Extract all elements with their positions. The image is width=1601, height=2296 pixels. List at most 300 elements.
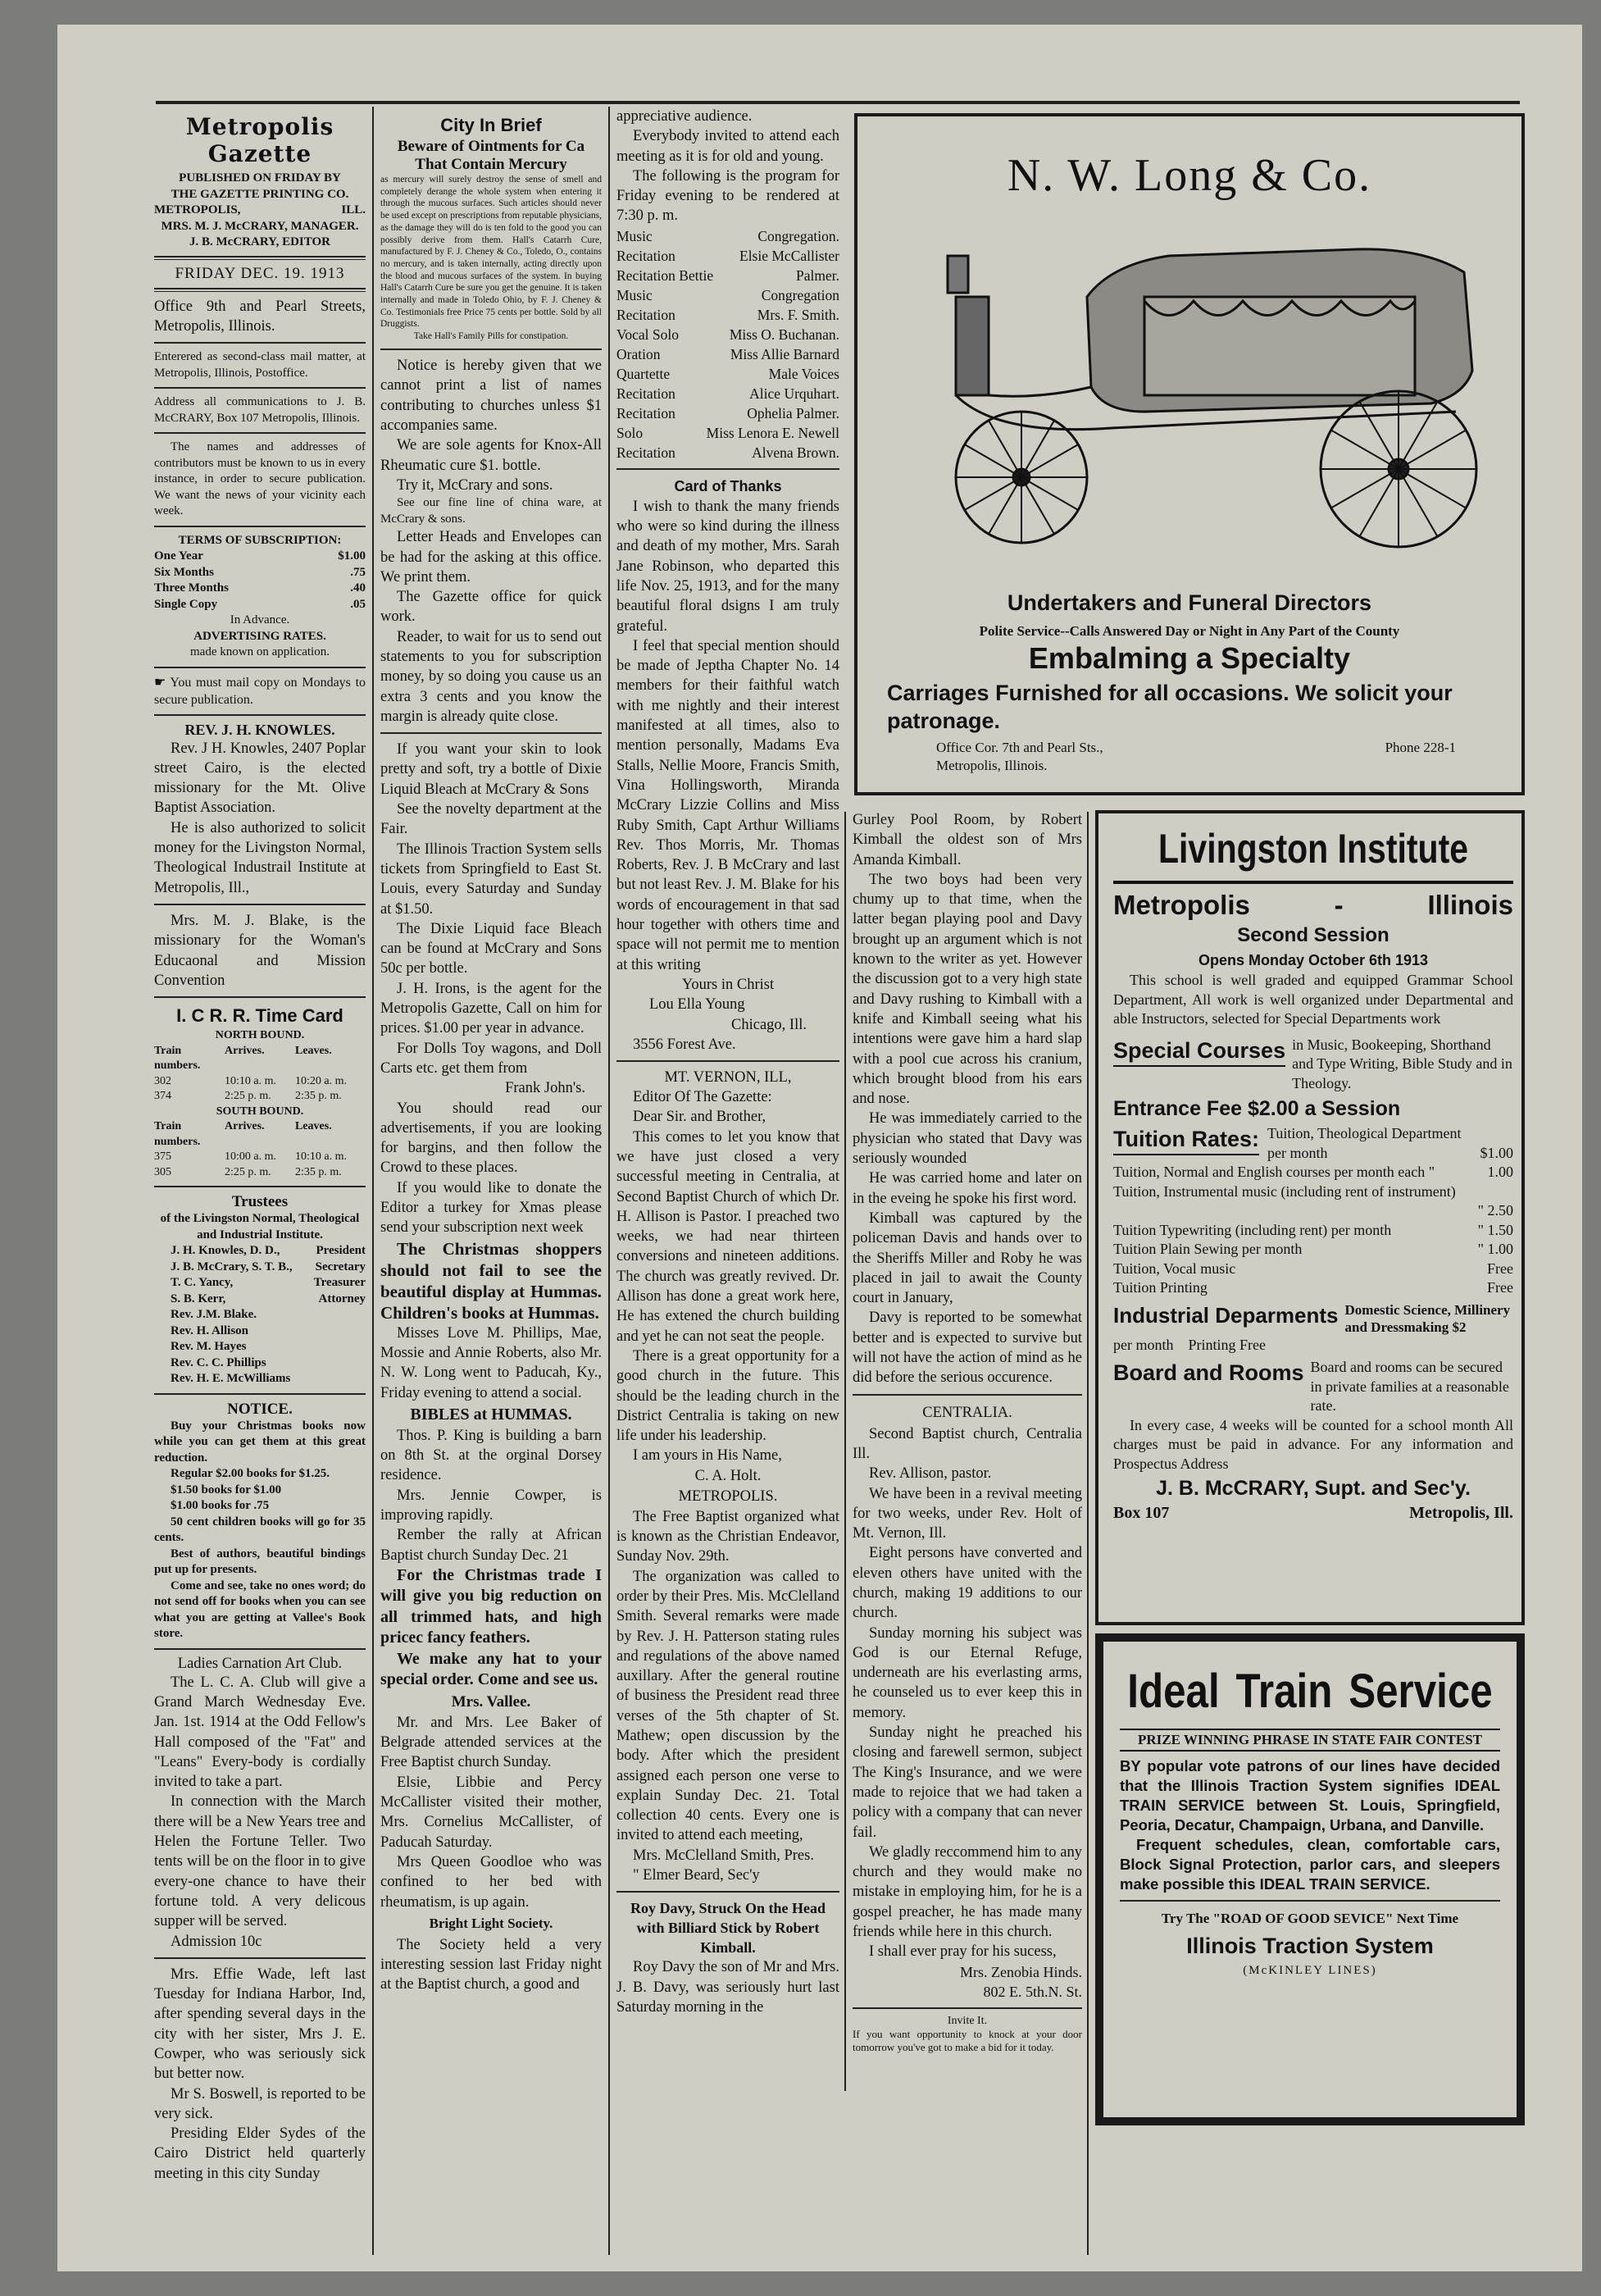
terms-label: Six Months	[154, 565, 214, 579]
livingston-box: Box 107	[1113, 1504, 1170, 1522]
brief-item: The Gazette office for quick work.	[380, 589, 602, 626]
ointment-tail: Take Hall's Family Pills for constipation.	[413, 331, 569, 342]
program-row	[616, 266, 839, 285]
column-rule	[1087, 812, 1089, 2255]
divider	[154, 432, 366, 434]
trustee-name: J. H. Knowles, D. D.,	[171, 1244, 280, 1258]
centralia-text: Sunday morning his subject was God is our Eternal Refuge, underneath are his everlasting arms, he counseled us to ever keep this in memory.	[853, 1624, 1082, 1721]
north-table	[154, 1044, 366, 1105]
tuition-head: Tuition, Theological Department per month	[1267, 1125, 1462, 1161]
publisher-location	[154, 203, 366, 219]
centralia-text: Sunday night he preached his closing and farewell sermon, subject The King's Insurance, and we were made to rejoice that we had taken a policy with a company that can never fail.	[853, 1724, 1082, 1841]
divider	[154, 996, 366, 998]
livingston-signature: J. B. McCRARY, Supt. and Sec'y.	[1156, 1477, 1471, 1500]
program-intro: The following is the program for Friday evening to be rendered at 7:30 p. m.	[616, 167, 839, 225]
wheel-spoke	[1399, 402, 1438, 469]
brief-item: Reader, to wait for us to send out statements to you for subscription money, by so doing you cause us an extra 3 cents and you know the margin is already quite close.	[380, 628, 602, 725]
timecard-header-cell: Train numbers.	[154, 1120, 201, 1148]
timecard-row	[154, 1150, 366, 1165]
divider	[154, 1393, 366, 1395]
rate-price: Free	[1487, 1260, 1513, 1277]
terms-label: Single Copy	[154, 597, 218, 611]
timecard-header	[154, 1044, 366, 1074]
ointment-headline: Beware of Ointments for Ca	[397, 138, 585, 155]
letter-signature: C. A. Holt.	[694, 1467, 762, 1484]
terms-row	[154, 549, 366, 565]
vallee-signature: Mrs. Vallee.	[451, 1692, 531, 1711]
long-ad-address: Metropolis, Illinois.	[936, 758, 1048, 773]
traction-ad	[1095, 1633, 1525, 2125]
divider	[616, 468, 839, 470]
centralia-signature: Mrs. Zenobia Hinds.	[960, 1963, 1082, 1980]
industrial-text: Domestic Science, Millinery and Dressmaking $2	[1344, 1301, 1511, 1335]
centralia-text: Eight persons have converted and eleven others have united with the church, making 19 additions to our church.	[853, 1545, 1082, 1622]
brief-item: Try it, McCrary and sons.	[397, 476, 553, 494]
signature-line: Chicago, Ill.	[731, 1016, 807, 1033]
vallee-ad: For the Christmas trade I will give you big reduction on all trimmed hats, and high pricec fancy feathers.	[380, 1565, 602, 1647]
brief-item: Frank John's.	[505, 1080, 585, 1097]
rate-row	[1113, 1278, 1513, 1298]
advertising-text: made known on application.	[190, 645, 330, 659]
knowles-text: He is also authorized to solicit money for the Livingston Normal, Theological Industrail Institute at Metropolis, Ill.,	[154, 819, 366, 896]
invite-title: Invite It.	[947, 2014, 988, 2027]
lca-text: The L. C. A. Club will give a Grand March Wednesday Eve. Jan. 1st. 1914 at the Odd Fellow's Hall composed of the "Fat" and "Leans" Every-body is cordially invited to take a part.	[154, 1674, 366, 1791]
brief-item: The Dixie Liquid face Bleach can be found at McCrary and Sons 50c per bottle.	[380, 920, 602, 977]
editor-line: J. B. McCRARY, EDITOR	[189, 235, 330, 248]
timecard-header-cell: Arrives.	[225, 1044, 265, 1057]
metropolis-text: Mrs. McClelland Smith, Pres.	[633, 1847, 814, 1864]
rate-label: Tuition, Instrumental music (including rent of instrument)	[1113, 1182, 1456, 1200]
program-item: Oration	[616, 345, 661, 362]
brief-item: See our fine line of china ware, at McCrary & sons.	[380, 496, 602, 526]
trustee-row	[154, 1355, 366, 1372]
masthead: Metropolis Gazette	[185, 113, 334, 167]
vallee-ad: We make any hat to your special order. Come and see us.	[380, 1649, 602, 1689]
timecard-title: I. C R. R. Time Card	[176, 1005, 343, 1027]
invite-text: If you want opportunity to knock at your door tomorrow you've got to make a bid for it today.	[853, 2027, 1082, 2054]
knowles-title: REV. J. H. KNOWLES.	[184, 721, 335, 738]
wheel-spoke	[1399, 469, 1466, 508]
timecard-row	[154, 1165, 366, 1181]
long-ad-embalming: Embalming a Specialty	[1028, 641, 1351, 675]
wheel-spoke	[1360, 402, 1399, 469]
mail-note: You must mail copy on Mondays to secure publication.	[154, 675, 366, 707]
price-item: Regular $2.00 books for $1.25.	[171, 1467, 330, 1481]
entrance-fee: Entrance Fee $2.00 a Session	[1113, 1097, 1401, 1120]
divider	[154, 387, 366, 389]
tuition-head-price: $1.00	[1480, 1144, 1513, 1161]
program-intro: appreciative audience.	[616, 108, 753, 125]
long-ad-address: Office Cor. 7th and Pearl Sts.,	[936, 740, 1103, 755]
terms-title: TERMS OF SUBSCRIPTION:	[178, 533, 342, 547]
word-service: Service	[1349, 1665, 1493, 1718]
divider	[154, 1957, 366, 1959]
rates-list	[1113, 1163, 1513, 1298]
timecard-cell: 2:25 p. m.	[225, 1090, 271, 1103]
kimball-text: Gurley Pool Room, by Robert Kimball the oldest son of Mrs Amanda Kimball.	[853, 812, 1082, 868]
program-row	[616, 344, 839, 364]
livingston-location: Metropolis - Illinois	[1113, 890, 1513, 920]
top-rule	[156, 101, 1520, 104]
letter-text: There is a great opportunity for a good church in the future. This should be the leading church in the District Centralia is taking on new life under his leadership.	[616, 1347, 839, 1445]
divider	[154, 1648, 366, 1650]
timecard-cell: 374	[154, 1090, 171, 1103]
card-of-thanks-title: Card of Thanks	[674, 477, 782, 494]
timecard-cell: 2:35 p. m.	[295, 1090, 342, 1103]
trustee-row	[154, 1323, 366, 1340]
program-performer: Palmer.	[796, 266, 839, 284]
divider	[154, 1186, 366, 1187]
industrial-block	[1113, 1301, 1513, 1336]
rate-row	[1113, 1182, 1513, 1202]
wheel-spoke	[1399, 469, 1438, 536]
centralia-text: We gladly reccommend him to any church and they would make no mistake in employing him, for he is a gospel preacher, he has made many friends while here in this church.	[853, 1843, 1082, 1941]
divider	[154, 667, 366, 668]
divider	[1120, 1900, 1500, 1902]
timecard-cell: 375	[154, 1150, 171, 1164]
special-courses-block	[1113, 1036, 1513, 1094]
trustee-name: S. B. Kerr,	[171, 1292, 226, 1305]
column-3	[616, 107, 839, 2255]
metropolis-title: METROPOLIS.	[678, 1487, 778, 1505]
divider	[380, 348, 602, 350]
mt-vernon-title: MT. VERNON, ILL,	[664, 1069, 792, 1086]
trustee-role: Attorney	[318, 1292, 366, 1305]
notice-text: Buy your Christmas books now while you can get them at this great reduction.	[154, 1419, 366, 1465]
bright-light-title: Bright Light Society.	[429, 1915, 553, 1931]
south-table	[154, 1119, 366, 1180]
timecard-row	[154, 1074, 366, 1090]
timecard-cell: 2:25 p. m.	[225, 1165, 271, 1178]
divider	[154, 256, 366, 260]
rate-row	[1113, 1201, 1513, 1221]
brief-item: Notice is hereby given that we cannot print a list of names contributing to churches unless $1 accompanies same.	[380, 358, 602, 435]
roy-davy-headline: Roy Davy, Struck On the Head with Billiard Stick by Robert Kimball.	[630, 1900, 826, 1957]
divider	[853, 2007, 1082, 2009]
program-performer: Elsie McCallister	[739, 247, 839, 264]
rate-row	[1113, 1260, 1513, 1279]
rate-label: Tuition, Vocal music	[1113, 1260, 1236, 1277]
price-item: $1.00 books for .75	[171, 1499, 270, 1513]
divider	[154, 288, 366, 292]
rate-price: Free	[1487, 1279, 1513, 1296]
kimball-text: He was immediately carried to the physician who stated that Davy was seriously wounded	[853, 1110, 1082, 1168]
divider	[154, 526, 366, 527]
livingston-location-line: Metropolis, Ill.	[1409, 1504, 1513, 1522]
trustee-row	[154, 1307, 366, 1323]
board-block	[1113, 1358, 1513, 1416]
long-ad-service: Polite Service--Calls Answered Day or Night in Any Part of the County	[979, 623, 1400, 639]
trustees-title: Trustees	[231, 1193, 289, 1211]
terms-row	[154, 597, 366, 613]
brief-item: Mr. and Mrs. Lee Baker of Belgrade attended services at the Free Baptist church Sunday.	[380, 1714, 602, 1771]
timecard-cell: 302	[154, 1074, 171, 1087]
brief-item: The Illinois Traction System sells tickets from Springfield to East St. Louis, every Saturday and Sunday at $1.50.	[380, 840, 602, 918]
trustee-name: Rev. J.M. Blake.	[171, 1308, 257, 1322]
trustee-name: Rev. H. E. McWilliams	[171, 1372, 291, 1386]
program-item: Recitation	[616, 385, 675, 402]
wheel-spoke	[1399, 430, 1466, 470]
centralia-text: Second Baptist church, Centralia Ill.	[853, 1425, 1082, 1462]
trustee-row	[154, 1243, 366, 1260]
issue-date: FRIDAY DEC. 19. 1913	[175, 264, 345, 282]
timecard-cell: 10:10 a. m.	[295, 1150, 347, 1164]
program-row	[616, 443, 839, 462]
traction-body: Frequent schedules, clean, comfortable cars, Block Signal Protection, parlor cars, and sleepers make possible this IDEAL TRAIN SERVICE.	[1120, 1836, 1500, 1893]
divider	[380, 732, 602, 734]
brief-item: We are sole agents for Knox-All Rheumatic cure $1. bottle.	[380, 437, 602, 474]
kimball-text: Davy is reported to be somewhat better and is expected to survive but will not have the action of mind as he did before the serious occurence.	[853, 1310, 1082, 1387]
industrial-tail: per month Printing Free	[1113, 1336, 1266, 1353]
livingston-session: Second Session	[1237, 924, 1390, 946]
program-performer: Alvena Brown.	[752, 444, 839, 461]
trustee-row	[154, 1292, 366, 1308]
trustees-intro: of the Livingston Normal, Theological and Industrial Institute.	[160, 1212, 360, 1241]
state-text: ILL.	[341, 203, 366, 216]
brief-item: You should read our advertisements, if you are looking for bargins, and then follow the Crowd to these places.	[380, 1100, 602, 1177]
entered-note: Enterered as second-class mail matter, at Metropolis, Illinois, Postoffice.	[154, 350, 366, 380]
program-item: Solo	[616, 424, 644, 441]
terms-row	[154, 565, 366, 581]
rate-label: Tuition Plain Sewing per month	[1113, 1241, 1303, 1257]
brief-item: For Dolls Toy wagons, and Doll Carts etc. get them from	[380, 1040, 602, 1077]
traction-body: BY popular vote patrons of our lines have decided that the Illinois Traction System signifies IDEAL TRAIN SERVICE between St. Louis, Springfield, Peoria, Decatur, Champaign, Urbana, and Danville.	[1120, 1757, 1500, 1834]
program-intro: Everybody invited to attend each meeting as it is for old and young.	[616, 128, 839, 165]
roy-davy-text: Roy Davy the son of Mr and Mrs. J. B. Davy, was seriously hurt last Saturday morning in the	[616, 1959, 839, 2016]
timecard-cell: 305	[154, 1165, 171, 1178]
prize-line: PRIZE WINNING PHRASE IN STATE FAIR CONTEST	[1120, 1729, 1500, 1752]
publisher-line: PUBLISHED ON FRIDAY BY	[179, 171, 341, 184]
timecard-header-cell: Arrives.	[225, 1120, 265, 1133]
terms-price: .75	[350, 565, 366, 579]
board-text: Board and rooms can be secured in private families at a reasonable rate.	[1310, 1359, 1509, 1414]
timecard-header	[154, 1119, 366, 1150]
traction-lines: (McKINLEY LINES)	[1243, 1964, 1377, 1977]
terms-label: Three Months	[154, 581, 229, 595]
column-2	[380, 113, 602, 2253]
rate-price: " 1.00	[1477, 1241, 1513, 1257]
centralia-address: 802 E. 5th.N. St.	[983, 1983, 1082, 2000]
divider	[616, 1060, 839, 1062]
lca-title: Ladies Carnation Art Club.	[177, 1655, 343, 1672]
brief-item: If you want your skin to look pretty and soft, try a bottle of Dixie Liquid Bleach at McCrary & Sons	[380, 741, 602, 798]
timecard-header-cell: Leaves.	[295, 1120, 332, 1133]
signature-line: Lou Ella Young	[649, 996, 745, 1014]
terms-label: One Year	[154, 549, 203, 563]
tuition-label: Tuition Rates:	[1113, 1124, 1259, 1155]
rate-row	[1113, 1163, 1513, 1182]
manager-line: MRS. M. J. McCRARY, MANAGER.	[161, 219, 359, 233]
wheel-spoke	[1360, 469, 1399, 536]
newspaper-page	[57, 25, 1582, 2271]
trustee-name: J. B. McCrary, S. T. B.,	[171, 1260, 293, 1273]
long-ad-undertakers: Undertakers and Funeral Directors	[1007, 590, 1372, 615]
brief-item: Elsie, Libbie and Percy McCallister visited their mother, Mrs. Cornelius McCallister, of Paducah Saturday.	[380, 1774, 602, 1851]
program-performer: Mrs. F. Smith.	[757, 306, 839, 323]
column-rule	[608, 107, 610, 2255]
trustee-name: Rev. M. Hayes	[171, 1340, 247, 1354]
traction-try: Try The "ROAD OF GOOD SEVICE" Next Time	[1161, 1911, 1459, 1926]
metropolis-text: " Elmer Beard, Sec'y	[633, 1867, 760, 1884]
tuition-block	[1113, 1124, 1513, 1163]
program-row	[616, 305, 839, 325]
trustee-row	[154, 1371, 366, 1387]
metropolis-text: The Free Baptist organized what is known as the Christian Endeavor, Sunday Nov. 29th.	[616, 1508, 839, 1565]
price-item: $1.50 books for $1.00	[171, 1483, 282, 1496]
knowles-text: Rev. J H. Knowles, 2407 Poplar street Cairo, is the elected missionary for the Mt. Olive Baptist Association.	[154, 740, 366, 817]
long-ad-phone: Phone 228-1	[1385, 740, 1456, 755]
address-note: Address all communications to J. B. McCRARY, Box 107 Metropolis, Illinois.	[154, 395, 366, 425]
trustees-list	[154, 1243, 366, 1387]
terms-price: .40	[350, 581, 366, 595]
wade-note: Mrs. Effie Wade, left last Tuesday for Indiana Harbor, Ind, after spending several days in the city with her sister, Mrs J. E. Cowper, who was seriously sick but better now.	[154, 1966, 366, 2083]
timecard-header-cell: Leaves.	[295, 1044, 332, 1057]
metropolis-text: The organization was called to order by their Pres. Mis. McClelland Smith. Several remarks were made by Rev. J. H. Patterson stating rules and regulations of the above named auxillary. After the general routine of business the President read three verses of the 5th chapter of St. Mathew; open discussion by the body. After which the president assigned each person one verse to explain Sunday Dec. 21. Total collection 40 cents. Every one is invited to attend each meeting,	[616, 1568, 839, 1844]
program-row	[616, 403, 839, 423]
thanks-text: I feel that special mention should be made of Jeptha Chapter No. 14 members for their faithful watch with me nightly and their interest manifested at all times, also to mention personally, Madams Eva Stalls, Nellie Moore, Francis Smith, Vina Hollingsworth, Miranda McCrary Lizzie Collins and Miss Ruby Smith, Capt Arthur Williams Rev. Thos Morris, Mr. Thomas Roberts, Rev. J. B McCrary and last but not least Rev. J. M. Blake for his words of encouragement in that sad hour together with others time and space will not permit me to mention at this writing	[616, 637, 839, 973]
signature-line: Yours in Christ	[681, 976, 775, 993]
timecard-cell: 10:00 a. m.	[225, 1150, 276, 1164]
program-row	[616, 246, 839, 266]
driver-seat	[956, 297, 989, 395]
rate-price: 1.00	[1487, 1164, 1513, 1180]
program-performer: Congregation	[761, 286, 839, 303]
timecard-row	[154, 1089, 366, 1105]
trustee-row	[154, 1260, 366, 1276]
livingston-institute-ad	[1095, 810, 1525, 1625]
centralia-text: I shall ever pray for his sucess,	[869, 1943, 1057, 1961]
word-train: Train	[1235, 1665, 1333, 1718]
rate-label: Tuition, Normal and English courses per month each "	[1113, 1164, 1435, 1180]
program-row	[616, 285, 839, 305]
traction-system: Illinois Traction System	[1186, 1934, 1434, 1958]
program-row	[616, 384, 839, 403]
column-rule	[372, 107, 374, 2255]
hummas-notice: The Christmas shoppers should not fail to see the beautiful display at Hummas. Children's books at Hummas.	[380, 1238, 602, 1323]
letter-text: Editor Of The Gazette:	[633, 1089, 772, 1106]
terms-row	[154, 581, 366, 597]
lca-text: In connection with the March there will be a New Years tree and Helen the Fortune Teller. Two tents will be on the floor in to give every-one chance to have their fortune told. A very delicous supper will be served.	[154, 1793, 366, 1930]
brief-item: The Society held a very interesting session last Friday night at the Baptist church, a good and	[380, 1936, 602, 1993]
special-courses-label: Special Courses	[1113, 1036, 1285, 1067]
livingston-opens: Opens Monday October 6th 1913	[1198, 952, 1429, 968]
kimball-text: He was carried home and later on in the eveing he spoke his first word.	[853, 1170, 1082, 1207]
bibles-headline: BIBLES at HUMMAS.	[410, 1405, 572, 1424]
brief-item: Mrs. Jennie Cowper, is improving rapidly.	[380, 1487, 602, 1524]
trustee-role: Treasurer	[313, 1276, 366, 1290]
kimball-text: The two boys had been very chumy up to that time, when the latter began playing pool and Davy brought up an argument which is not known to the writer as yet. However the discussion got to a very high state and Davy rushing to Kimball with a knife and Kimball seeing what his intentions were gave him a hard slap with a pool cue across his cranium, which brought blood from his ears and nose.	[853, 871, 1082, 1108]
lamp	[948, 256, 968, 293]
brief-item: Letter Heads and Envelopes can be had for the asking at this office. We print them.	[380, 529, 602, 585]
divider	[154, 342, 366, 344]
timecard-cell: 10:10 a. m.	[225, 1074, 276, 1087]
trustee-role: President	[316, 1244, 366, 1258]
program-item: Recitation	[616, 404, 675, 421]
boswell-note: Mr S. Boswell, is reported to be very sick.	[154, 2085, 366, 2122]
thanks-text: I wish to thank the many friends who were so kind during the illness and death of my mother, Mrs. Sarah Jane Robinson, who departed this life Nov. 25, 1913, and for the many beautiful floral dsigns I am truly grateful.	[616, 498, 839, 635]
program-item: Recitation	[616, 444, 675, 461]
trustee-name: T. C. Yancy,	[171, 1276, 234, 1290]
pointing-hand-icon: ☛	[154, 675, 166, 690]
terms-price: .05	[350, 597, 366, 611]
timecard-cell: 10:20 a. m.	[295, 1074, 347, 1087]
blake-note: Mrs. M. J. Blake, is the missionary for the Woman's Educaonal and Mission Convention	[154, 912, 366, 989]
letter-text: Dear Sir. and Brother,	[633, 1109, 766, 1126]
livingston-box-line	[1113, 1503, 1513, 1523]
brief-item: J. H. Irons, is the agent for the Metropolis Gazette, Call on him for prices. $1.00 per year in advance.	[380, 980, 602, 1037]
trustee-name: Rev. H. Allison	[171, 1323, 249, 1337]
north-bound-label: NORTH BOUND.	[215, 1029, 305, 1042]
program-item: Music	[616, 227, 653, 244]
divider	[154, 714, 366, 716]
long-ad-title: N. W. Long & Co.	[1007, 150, 1372, 201]
brief-item: If you would like to donate the Editor a turkey for Xmas please send your subscription next week	[380, 1179, 602, 1237]
centralia-text: We have been in a revival meeting for two weeks, under Rev. Holt of Mt. Vernon, Ill.	[853, 1485, 1082, 1542]
ideal-train-service	[1127, 1661, 1492, 1722]
divider	[616, 1891, 839, 1893]
program-performer: Miss Allie Barnard	[730, 345, 839, 362]
trustee-row	[154, 1339, 366, 1355]
program-row	[616, 423, 839, 443]
program-list	[616, 226, 839, 462]
program-row	[616, 364, 839, 384]
brief-item: Mrs Queen Goodloe who was confined to her bed with rheumatism, is up again.	[380, 1853, 602, 1911]
notice-title: NOTICE.	[227, 1400, 293, 1418]
city-in-brief-title: City In Brief	[440, 115, 542, 135]
notice-text: Best of authors, beautiful bindings put up for presents.	[154, 1547, 366, 1577]
price-list	[154, 1466, 366, 1547]
trustee-row	[154, 1275, 366, 1292]
board-label: Board and Rooms	[1113, 1360, 1304, 1385]
special-courses-text: in Music, Bookeeping, Shorthand and Type Writing, Bible Study and in Theology.	[1292, 1036, 1512, 1091]
rate-price: " 2.50	[1477, 1202, 1513, 1219]
program-item: Quartette	[616, 365, 671, 382]
ointment-headline: That Contain Mercury	[415, 156, 567, 173]
lca-admission: Admission 10c	[171, 1933, 262, 1950]
south-bound-label: SOUTH BOUND.	[216, 1105, 304, 1118]
letter-text: This comes to let you know that we have just closed a very successful meeting in Centralia, at Second Baptist Church of which Dr. H. Allison is Pastor. I preached two weeks, we had near thirteen conversions and nineteen additions. The church was greatly revived. Dr. Allison has done a great work here, He has extened the church building and yet he can not seat the people.	[616, 1128, 839, 1345]
program-item: Recitation	[616, 306, 675, 323]
livingston-city: Metropolis	[1113, 890, 1250, 920]
divider	[853, 1394, 1082, 1396]
program-row	[616, 226, 839, 246]
trustee-name: Rev. C. C. Phillips	[171, 1355, 266, 1369]
signature-line: 3556 Forest Ave.	[633, 1036, 736, 1053]
column-4	[853, 810, 1082, 2253]
program-performer: Male Voices	[768, 365, 839, 382]
long-ad-carriages: Carriages Furnished for all occasions. We solicit your patronage.	[887, 681, 1453, 733]
program-item: Recitation	[616, 247, 675, 264]
brief-item: Thos. P. King is building a barn on 8th St. at the orginal Dorsey residence.	[380, 1427, 602, 1484]
ointment-ad: as mercury will surely destroy the sense of smell and completely derange the whole system when entering it through the mucous surfaces. Such articles should never be used except on prescriptions from reputable physicians, as the damage they will do is ten fold to the good you can possibly derive from them. Hall's Catarrh Cure, manufactured by F. J. Cheney & Co., Toledo, O., contains no mercury, and is taken internally, acting directly upon the blood and mucous surfaces of the system. In buying Hall's Catarrh Cure be sure you get the genuine. It is taken internally and made in Toledo Ohio, by F. J. Cheney & Co. Testimonials free Price 75 cents per bottle. Sold by all Druggists.	[380, 175, 602, 330]
column-rule	[844, 812, 846, 2091]
long-undertakers-ad	[854, 113, 1525, 795]
brief-item: See the novelty department at the Fair.	[380, 801, 602, 838]
timecard-header-cell: Train numbers.	[154, 1044, 201, 1073]
livingston-terms: In every case, 4 weeks will be counted for a school month All charges must be paid in advance. For any information and Prospectus Address	[1113, 1416, 1513, 1472]
notice-text: Come and see, take no ones word; do not send off for books when you can see what you are getting at Vallee's Book store.	[154, 1578, 366, 1641]
trustee-role: Secretary	[315, 1260, 366, 1273]
seat-frame	[989, 387, 1091, 396]
program-row	[616, 325, 839, 344]
hearse-illustration	[898, 207, 1489, 559]
rate-label: Tuition Printing	[1113, 1279, 1208, 1296]
program-performer: Miss Lenora E. Newell	[706, 424, 839, 441]
sydes-note: Presiding Elder Sydes of the Cairo District held quarterly meeting in this city Sunday	[154, 2125, 366, 2182]
brief-item: Rember the rally at African Baptist church Sunday Dec. 21	[380, 1527, 602, 1564]
program-performer: Congregation.	[757, 227, 839, 244]
program-performer: Alice Urquhart.	[749, 385, 839, 402]
